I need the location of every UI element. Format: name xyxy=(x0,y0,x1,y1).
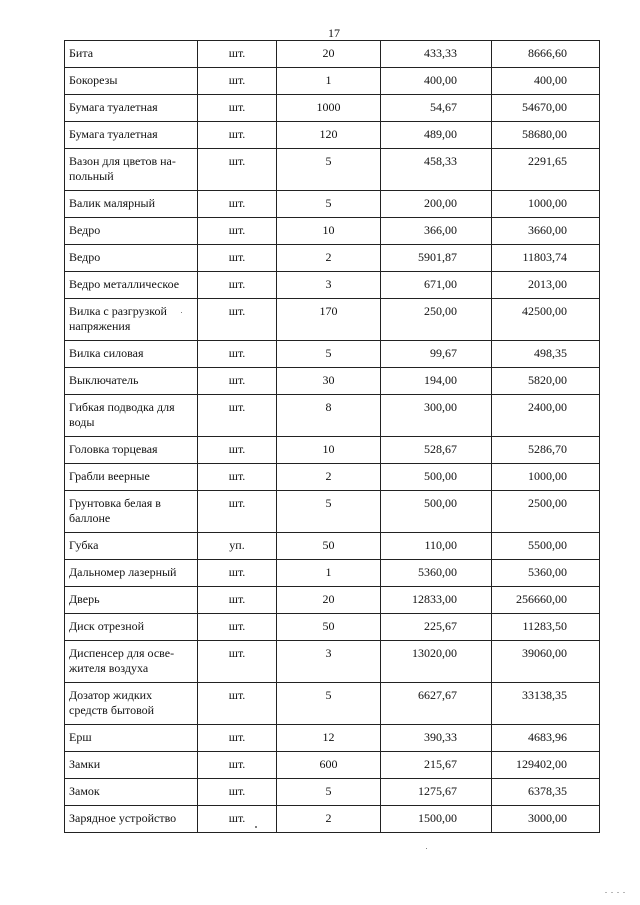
sum-cell: 2500,00 xyxy=(492,491,600,533)
table-row xyxy=(65,614,600,641)
price-cell: 500,00 xyxy=(381,491,492,533)
price-cell: 5901,87 xyxy=(381,245,492,272)
quantity-cell: 1 xyxy=(277,68,381,95)
unit-cell: шт. xyxy=(198,41,277,68)
table-row xyxy=(65,491,600,533)
unit-cell: шт. xyxy=(198,437,277,464)
table-row xyxy=(65,560,600,587)
unit-cell: шт. xyxy=(198,368,277,395)
price-cell: 6627,67 xyxy=(381,683,492,725)
table-row xyxy=(65,533,600,560)
table-row xyxy=(65,587,600,614)
price-cell: 215,67 xyxy=(381,752,492,779)
quantity-cell: 10 xyxy=(277,218,381,245)
items-table-body xyxy=(65,41,600,833)
price-cell: 110,00 xyxy=(381,533,492,560)
sum-cell: 6378,35 xyxy=(492,779,600,806)
table-row xyxy=(65,272,600,299)
price-cell: 489,00 xyxy=(381,122,492,149)
unit-cell: шт. xyxy=(198,725,277,752)
item-name-cell: Губка xyxy=(65,533,198,560)
quantity-cell: 10 xyxy=(277,437,381,464)
unit-cell: шт. xyxy=(198,95,277,122)
item-name-cell: Ведро металлическое xyxy=(65,272,198,299)
price-cell: 400,00 xyxy=(381,68,492,95)
sum-cell: 11283,50 xyxy=(492,614,600,641)
item-name-cell: Зарядное устройство xyxy=(65,806,198,833)
item-name-cell: Вазон для цветов на- польный xyxy=(65,149,198,191)
table-row xyxy=(65,41,600,68)
sum-cell: 498,35 xyxy=(492,341,600,368)
table-row xyxy=(65,299,600,341)
items-table xyxy=(64,40,600,833)
price-cell: 194,00 xyxy=(381,368,492,395)
item-name-cell: Выключатель xyxy=(65,368,198,395)
price-cell: 12833,00 xyxy=(381,587,492,614)
table-row xyxy=(65,122,600,149)
table-row xyxy=(65,149,600,191)
price-cell: 1500,00 xyxy=(381,806,492,833)
sum-cell: 2291,65 xyxy=(492,149,600,191)
quantity-cell: 5 xyxy=(277,191,381,218)
price-cell: 433,33 xyxy=(381,41,492,68)
unit-cell: шт. xyxy=(198,149,277,191)
sum-cell: 5286,70 xyxy=(492,437,600,464)
scan-speck xyxy=(181,312,182,313)
unit-cell: шт. xyxy=(198,683,277,725)
table-row xyxy=(65,191,600,218)
sum-cell: 5360,00 xyxy=(492,560,600,587)
item-name-cell: Дальномер лазерный xyxy=(65,560,198,587)
table-row xyxy=(65,779,600,806)
quantity-cell: 1 xyxy=(277,560,381,587)
page-number: 17 xyxy=(328,26,340,40)
quantity-cell: 5 xyxy=(277,683,381,725)
item-name-cell: Бокорезы xyxy=(65,68,198,95)
price-cell: 1275,67 xyxy=(381,779,492,806)
table-row xyxy=(65,68,600,95)
table-row xyxy=(65,341,600,368)
quantity-cell: 5 xyxy=(277,491,381,533)
unit-cell: шт. xyxy=(198,395,277,437)
table-row xyxy=(65,437,600,464)
item-name-cell: Вилка с разгрузкой напряжения xyxy=(65,299,198,341)
quantity-cell: 3 xyxy=(277,641,381,683)
item-name-cell: Дозатор жидких средств бытовой xyxy=(65,683,198,725)
quantity-cell: 120 xyxy=(277,122,381,149)
item-name-cell: Замки xyxy=(65,752,198,779)
scan-speck xyxy=(426,848,427,849)
unit-cell: шт. xyxy=(198,191,277,218)
quantity-cell: 2 xyxy=(277,245,381,272)
sum-cell: 58680,00 xyxy=(492,122,600,149)
sum-cell: 5820,00 xyxy=(492,368,600,395)
table-row xyxy=(65,395,600,437)
unit-cell: шт. xyxy=(198,491,277,533)
unit-cell: шт. xyxy=(198,614,277,641)
quantity-cell: 5 xyxy=(277,149,381,191)
sum-cell: 256660,00 xyxy=(492,587,600,614)
item-name-cell: Бумага туалетная xyxy=(65,122,198,149)
sum-cell: 54670,00 xyxy=(492,95,600,122)
item-name-cell: Замок xyxy=(65,779,198,806)
item-name-cell: Диспенсер для осве- жителя воздуха xyxy=(65,641,198,683)
unit-cell: шт. xyxy=(198,641,277,683)
price-cell: 500,00 xyxy=(381,464,492,491)
quantity-cell: 3 xyxy=(277,272,381,299)
sum-cell: 4683,96 xyxy=(492,725,600,752)
sum-cell: 3000,00 xyxy=(492,806,600,833)
quantity-cell: 2 xyxy=(277,464,381,491)
unit-cell: шт. xyxy=(198,122,277,149)
sum-cell: 2400,00 xyxy=(492,395,600,437)
table-row xyxy=(65,95,600,122)
item-name-cell: Грабли веерные xyxy=(65,464,198,491)
item-name-cell: Головка торцевая xyxy=(65,437,198,464)
quantity-cell: 30 xyxy=(277,368,381,395)
price-cell: 99,67 xyxy=(381,341,492,368)
quantity-cell: 2 xyxy=(277,806,381,833)
item-name-cell: Диск отрезной xyxy=(65,614,198,641)
sum-cell: 1000,00 xyxy=(492,464,600,491)
sum-cell: 33138,35 xyxy=(492,683,600,725)
unit-cell: шт. xyxy=(198,806,277,833)
unit-cell: шт. xyxy=(198,464,277,491)
unit-cell: шт. xyxy=(198,68,277,95)
quantity-cell: 5 xyxy=(277,779,381,806)
item-name-cell: Бита xyxy=(65,41,198,68)
unit-cell: шт. xyxy=(198,272,277,299)
table-row xyxy=(65,245,600,272)
unit-cell: шт. xyxy=(198,245,277,272)
unit-cell: шт. xyxy=(198,587,277,614)
sum-cell: 39060,00 xyxy=(492,641,600,683)
scan-speck xyxy=(255,826,257,828)
item-name-cell: Ерш xyxy=(65,725,198,752)
item-name-cell: Ведро xyxy=(65,245,198,272)
quantity-cell: 12 xyxy=(277,725,381,752)
sum-cell: 42500,00 xyxy=(492,299,600,341)
price-cell: 200,00 xyxy=(381,191,492,218)
quantity-cell: 50 xyxy=(277,614,381,641)
table-row xyxy=(65,641,600,683)
sum-cell: 400,00 xyxy=(492,68,600,95)
price-cell: 250,00 xyxy=(381,299,492,341)
price-cell: 390,33 xyxy=(381,725,492,752)
sum-cell: 2013,00 xyxy=(492,272,600,299)
sum-cell: 129402,00 xyxy=(492,752,600,779)
unit-cell: уп. xyxy=(198,533,277,560)
quantity-cell: 170 xyxy=(277,299,381,341)
item-name-cell: Грунтовка белая в баллоне xyxy=(65,491,198,533)
sum-cell: 5500,00 xyxy=(492,533,600,560)
unit-cell: шт. xyxy=(198,779,277,806)
price-cell: 671,00 xyxy=(381,272,492,299)
unit-cell: шт. xyxy=(198,299,277,341)
sum-cell: 3660,00 xyxy=(492,218,600,245)
table-row xyxy=(65,725,600,752)
quantity-cell: 20 xyxy=(277,41,381,68)
price-cell: 366,00 xyxy=(381,218,492,245)
table-row xyxy=(65,752,600,779)
quantity-cell: 1000 xyxy=(277,95,381,122)
quantity-cell: 600 xyxy=(277,752,381,779)
unit-cell: шт. xyxy=(198,218,277,245)
table-row xyxy=(65,683,600,725)
item-name-cell: Ведро xyxy=(65,218,198,245)
unit-cell: шт. xyxy=(198,341,277,368)
unit-cell: шт. xyxy=(198,752,277,779)
quantity-cell: 50 xyxy=(277,533,381,560)
price-cell: 458,33 xyxy=(381,149,492,191)
sum-cell: 8666,60 xyxy=(492,41,600,68)
sum-cell: 1000,00 xyxy=(492,191,600,218)
quantity-cell: 5 xyxy=(277,341,381,368)
item-name-cell: Дверь xyxy=(65,587,198,614)
unit-cell: шт. xyxy=(198,560,277,587)
price-cell: 300,00 xyxy=(381,395,492,437)
quantity-cell: 8 xyxy=(277,395,381,437)
scan-corner-marks: . . . . xyxy=(605,886,626,895)
price-cell: 54,67 xyxy=(381,95,492,122)
item-name-cell: Вилка силовая xyxy=(65,341,198,368)
table-row xyxy=(65,806,600,833)
quantity-cell: 20 xyxy=(277,587,381,614)
price-cell: 225,67 xyxy=(381,614,492,641)
price-cell: 13020,00 xyxy=(381,641,492,683)
table-row xyxy=(65,368,600,395)
item-name-cell: Бумага туалетная xyxy=(65,95,198,122)
item-name-cell: Валик малярный xyxy=(65,191,198,218)
price-cell: 5360,00 xyxy=(381,560,492,587)
table-row xyxy=(65,218,600,245)
sum-cell: 11803,74 xyxy=(492,245,600,272)
item-name-cell: Гибкая подводка для воды xyxy=(65,395,198,437)
price-cell: 528,67 xyxy=(381,437,492,464)
table-row xyxy=(65,464,600,491)
